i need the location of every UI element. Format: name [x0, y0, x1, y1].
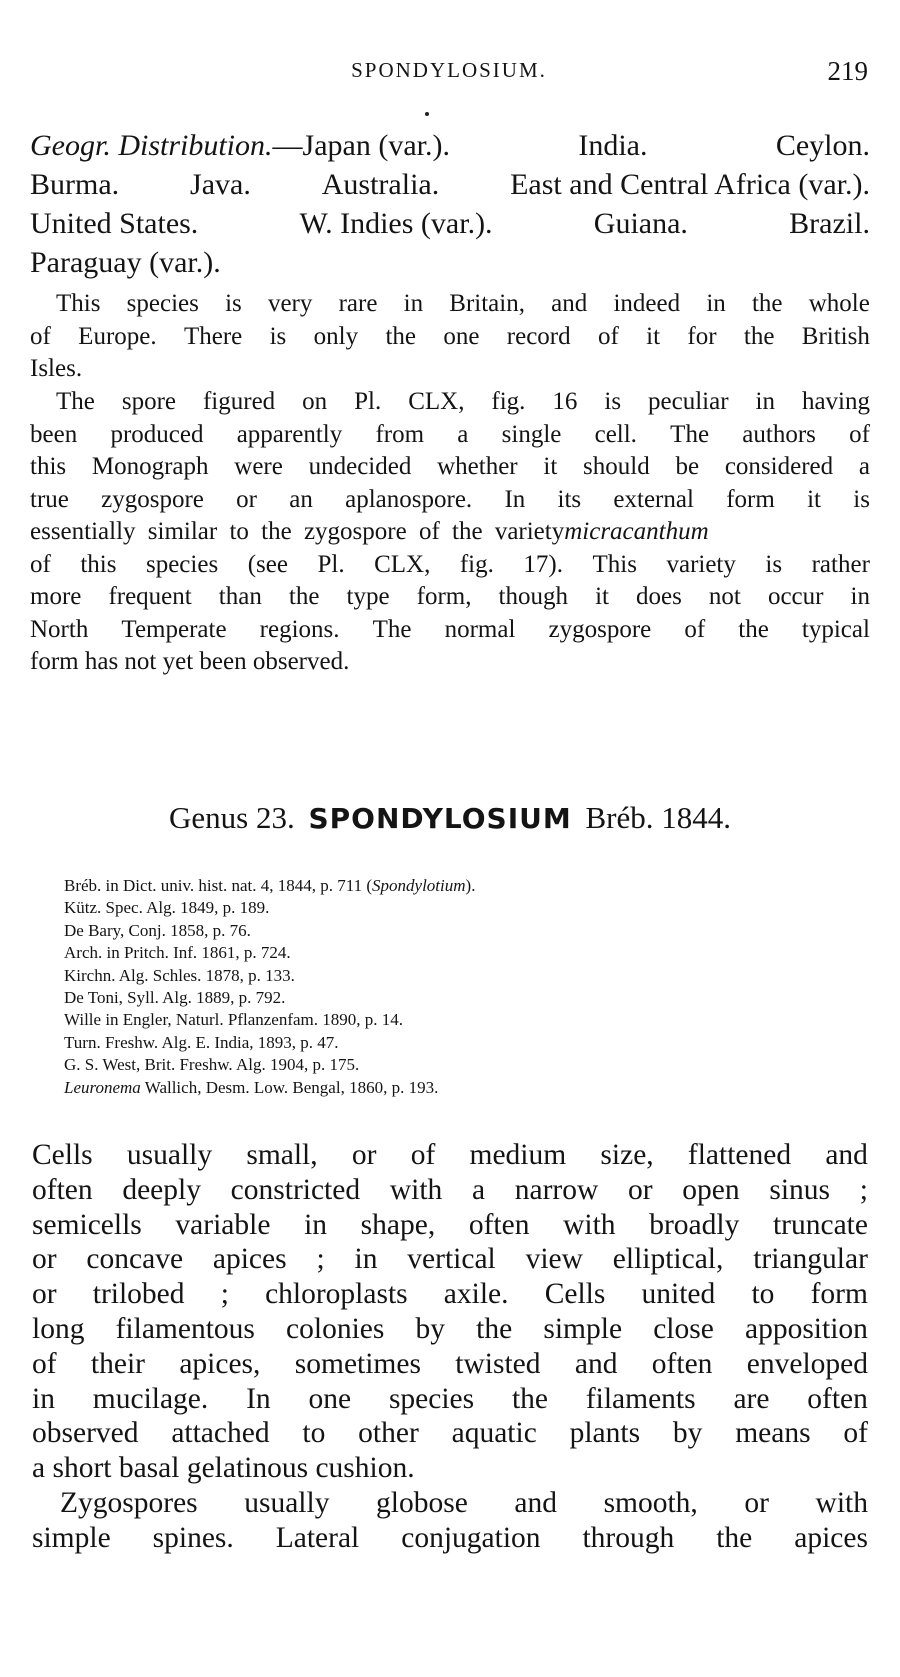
word: often — [651, 1347, 713, 1380]
word: the — [751, 290, 783, 317]
text-line — [32, 1347, 868, 1382]
geogr-segment: Paraguay (var.). — [30, 246, 221, 279]
word: or — [236, 485, 257, 513]
word: it — [646, 322, 661, 350]
geogr-segment: —Japan (var.). — [272, 129, 450, 162]
word: This — [592, 550, 637, 578]
word: sinus — [769, 1173, 831, 1206]
word: be — [675, 453, 700, 480]
word: by — [672, 1417, 703, 1450]
word: constricted — [230, 1173, 361, 1206]
word: often — [807, 1382, 868, 1415]
word: with — [815, 1486, 868, 1519]
reference-item: De Bary, Conj. 1858, p. 76. — [64, 920, 251, 940]
word: frequent — [108, 583, 192, 610]
word: with — [389, 1173, 443, 1206]
word: form — [726, 485, 775, 513]
word: and — [514, 1486, 557, 1519]
word: it — [543, 453, 558, 480]
word: though — [498, 583, 568, 610]
word: filamentous — [115, 1312, 255, 1345]
word: of — [684, 615, 706, 643]
print-speck — [425, 112, 429, 116]
word: considered — [724, 453, 834, 480]
word: occur — [767, 583, 824, 610]
reference-item: G. S. West, Brit. Freshw. Alg. 1904, p. 175. — [64, 1055, 360, 1075]
genus-description — [32, 1138, 868, 1556]
word: of — [30, 550, 51, 578]
word: external — [613, 485, 694, 513]
word: open — [682, 1173, 740, 1206]
word: form — [810, 1278, 868, 1311]
word: with — [563, 1208, 616, 1241]
genus-heading — [0, 800, 900, 836]
word: In — [504, 485, 526, 513]
word: rather — [811, 550, 870, 578]
word: apices — [794, 1521, 868, 1554]
reference-item: Arch. in Pritch. Inf. 1861, p. 724. — [64, 943, 291, 963]
text-line — [32, 1242, 868, 1277]
word: vertical — [407, 1243, 496, 1276]
word: shape, — [360, 1208, 436, 1241]
word: to — [751, 1278, 775, 1311]
word: to — [302, 1417, 326, 1450]
word: attached — [171, 1417, 270, 1450]
text-line — [32, 1521, 868, 1556]
word: British — [801, 322, 870, 350]
text-line — [30, 484, 870, 517]
word: for — [687, 322, 717, 350]
word: spines. — [152, 1521, 234, 1554]
word: record — [506, 322, 571, 350]
word: 16 — [552, 388, 578, 415]
word: or — [744, 1486, 769, 1519]
word: true — [30, 485, 69, 513]
geogr-segment: Burma. — [30, 168, 120, 201]
text-line — [32, 1486, 868, 1521]
word: the — [385, 322, 416, 350]
word: narrow — [514, 1173, 599, 1206]
paragraph-spore — [30, 386, 870, 679]
word: variable — [175, 1208, 271, 1241]
word: twisted — [455, 1347, 541, 1380]
text-line: Isles. — [30, 355, 83, 382]
word: the — [288, 583, 320, 610]
word: globose — [376, 1486, 468, 1519]
word: Pl. — [354, 388, 382, 415]
word: does — [636, 583, 682, 610]
word: it — [807, 485, 821, 513]
geogr-segment: Ceylon. — [775, 129, 870, 162]
word: is — [853, 485, 870, 513]
word: single — [501, 420, 562, 448]
word: whether — [437, 453, 518, 480]
reference-item: De Toni, Syll. Alg. 1889, p. 792. — [64, 988, 286, 1008]
word: produced — [110, 420, 204, 448]
word: apices, — [179, 1347, 261, 1380]
word: zygospore — [101, 485, 204, 513]
geogr-segment: East and Central Africa (var.). — [510, 168, 870, 201]
word: is — [765, 550, 783, 578]
word: apices — [212, 1243, 287, 1276]
word: ; — [220, 1278, 229, 1311]
geogr-line — [30, 126, 870, 165]
word: typical — [801, 615, 870, 643]
text-line — [30, 451, 870, 484]
word: The — [372, 615, 412, 643]
word: than — [218, 583, 262, 610]
word: the — [738, 615, 769, 643]
word: should — [583, 453, 650, 480]
word: 17). — [523, 550, 563, 578]
word: flattened — [687, 1139, 792, 1171]
word: Britain, — [449, 290, 525, 317]
text-line — [30, 516, 870, 549]
reference-item: Kirchn. Alg. Schles. 1878, p. 133. — [64, 965, 295, 985]
reference-item: Kütz. Spec. Alg. 1849, p. 189. — [64, 898, 270, 918]
text-line — [32, 1277, 868, 1312]
geogr-segment: United States. — [30, 207, 199, 240]
word: were — [234, 453, 283, 480]
word: in — [354, 1243, 378, 1276]
word: Monograph — [91, 453, 209, 480]
word: simple — [32, 1521, 111, 1554]
word: often — [32, 1173, 93, 1206]
word: small, — [246, 1139, 318, 1171]
word: simple — [543, 1312, 623, 1345]
word: other — [358, 1417, 419, 1450]
word: fig. — [459, 550, 494, 578]
word: and — [825, 1139, 868, 1171]
word: sometimes — [294, 1347, 421, 1380]
word: one — [443, 322, 480, 350]
word: is — [269, 322, 287, 350]
text-line — [32, 1138, 868, 1173]
word: species — [145, 550, 219, 578]
word: CLX, — [408, 388, 465, 415]
text-line: a short basal gelatinous cushion. — [32, 1452, 415, 1485]
word: on — [302, 388, 328, 415]
word: medium — [469, 1139, 567, 1171]
word: this — [30, 453, 67, 480]
word: of — [849, 420, 870, 448]
geogr-segment: India. — [578, 129, 648, 162]
word: figured — [202, 388, 276, 415]
reference-item: Turn. Freshw. Alg. E. India, 1893, p. 47. — [64, 1032, 339, 1052]
word: ; — [316, 1243, 325, 1276]
word: usually — [244, 1486, 330, 1519]
word: truncate — [772, 1208, 868, 1241]
word: semicells — [32, 1208, 142, 1241]
word: or — [351, 1139, 377, 1171]
word: or — [32, 1243, 57, 1276]
word: aplanospore. — [345, 485, 473, 513]
text-line — [32, 1382, 868, 1417]
word: long — [32, 1312, 85, 1345]
word: species — [388, 1382, 475, 1415]
word: broadly — [649, 1208, 740, 1241]
word: aquatic — [451, 1417, 537, 1450]
word: size, — [600, 1139, 654, 1171]
geogr-segment: Brazil. — [789, 207, 870, 240]
word: axile. — [443, 1278, 509, 1311]
word: a — [471, 1173, 486, 1206]
word: Europe. — [78, 322, 157, 350]
word: in — [304, 1208, 328, 1241]
word: of — [597, 322, 619, 350]
word: rare — [338, 290, 378, 317]
word: and — [551, 290, 588, 317]
text-line — [30, 288, 870, 321]
word: Zygospores — [60, 1486, 198, 1519]
word: in — [850, 583, 870, 610]
word: variety — [666, 550, 736, 578]
word: plants — [569, 1417, 641, 1450]
text-line — [32, 1208, 868, 1243]
word: an — [289, 485, 313, 513]
word: chloroplasts — [265, 1278, 408, 1311]
word: of — [30, 322, 51, 350]
text-line — [30, 321, 870, 354]
reference-item: Wille in Engler, Naturl. Pflanzenfam. 1890, p. 14. — [64, 1010, 404, 1030]
word: of — [843, 1417, 868, 1450]
word: trilobed — [92, 1278, 185, 1311]
word: In — [246, 1382, 271, 1415]
word: very — [267, 290, 313, 317]
geogr-line — [30, 204, 870, 243]
word: The — [56, 388, 95, 415]
word: enveloped — [746, 1347, 868, 1380]
word: from — [375, 420, 425, 448]
geogr-line — [30, 243, 870, 282]
word: in — [32, 1382, 55, 1415]
word: in — [755, 388, 775, 415]
reference-list — [64, 875, 764, 1099]
word: authors — [742, 420, 816, 448]
word: having — [801, 388, 870, 415]
word: united — [641, 1278, 716, 1311]
text-line: form has not yet been observed. — [30, 648, 350, 675]
word: the — [511, 1382, 548, 1415]
text-line — [30, 549, 870, 582]
genus-name: SPONDYLOSIUM — [308, 802, 572, 835]
word: peculiar — [648, 388, 729, 415]
word: Cells — [32, 1139, 93, 1171]
word: mucilage. — [92, 1382, 209, 1415]
geogr-segment: W. Indies (var.). — [299, 207, 493, 240]
running-head — [30, 56, 868, 86]
genus-authority: Bréb. 1844. — [585, 800, 731, 835]
word: colonies — [286, 1312, 385, 1345]
word: is — [225, 290, 242, 317]
word: of — [410, 1139, 436, 1171]
word: (see — [247, 550, 288, 578]
word: conjugation — [401, 1521, 541, 1554]
text-line — [30, 386, 870, 419]
word: Temperate — [121, 615, 227, 643]
geogr-segment: Java. — [190, 168, 251, 201]
word: concave — [86, 1243, 184, 1276]
word: The — [670, 420, 710, 448]
word: fig. — [491, 388, 526, 415]
word: usually — [126, 1139, 213, 1171]
word: not — [708, 583, 741, 610]
word: the — [476, 1312, 513, 1345]
word: There — [183, 322, 243, 350]
word: apposition — [744, 1312, 868, 1345]
word: and — [574, 1347, 618, 1380]
paragraph-rarity — [30, 288, 870, 386]
text-line — [32, 1416, 868, 1451]
variety-name: micracanthum — [564, 518, 709, 545]
word: smooth, — [603, 1486, 698, 1519]
word: is — [604, 388, 622, 415]
word: a — [457, 420, 469, 448]
reference-item: Leuronema Wallich, Desm. Low. Bengal, 1860, p. 193. — [64, 1077, 439, 1097]
word: Lateral — [275, 1521, 360, 1554]
word: it — [595, 583, 609, 610]
word: or — [32, 1278, 57, 1311]
reference-item: Bréb. in Dict. univ. hist. nat. 4, 1844, p. 711 (Spondylotium). — [64, 876, 476, 895]
geogr-line — [30, 165, 870, 204]
text-line — [32, 1312, 868, 1347]
word: triangular — [753, 1243, 868, 1276]
word: whole — [808, 290, 870, 317]
geographic-distribution — [30, 126, 870, 282]
word: a — [858, 453, 870, 480]
word: apparently — [236, 420, 343, 448]
word: regions. — [259, 615, 340, 643]
word: observed — [32, 1417, 139, 1450]
text-line — [30, 614, 870, 647]
word: species — [126, 290, 199, 317]
word: spore — [121, 388, 176, 415]
word: the — [743, 322, 775, 350]
word: more — [30, 583, 82, 610]
word: deeply — [122, 1173, 201, 1206]
text-line-start: essentially similar to the zygospore of the variety — [30, 518, 565, 545]
word: through — [582, 1521, 675, 1554]
word: indeed — [613, 290, 681, 317]
page-number: 219 — [827, 56, 868, 86]
word: North — [30, 615, 89, 643]
word: the — [716, 1521, 753, 1554]
word: only — [313, 322, 359, 350]
word: cell. — [594, 420, 637, 448]
word: This — [56, 290, 101, 317]
word: or — [628, 1173, 653, 1206]
word: by — [415, 1312, 446, 1345]
geogr-segment: Guiana. — [593, 207, 688, 240]
word: view — [525, 1243, 583, 1276]
word: its — [557, 485, 582, 513]
word: ; — [859, 1173, 868, 1206]
word: undecided — [308, 453, 412, 480]
word: form, — [416, 583, 472, 610]
word: Cells — [544, 1278, 606, 1311]
text-line — [32, 1173, 868, 1208]
word: one — [308, 1382, 352, 1415]
word: in — [403, 290, 424, 317]
word: means — [735, 1417, 811, 1450]
geogr-segment: Australia. — [321, 168, 440, 201]
word: are — [733, 1382, 770, 1415]
text-line — [30, 581, 870, 614]
word: type — [346, 583, 390, 610]
running-title: SPONDYLOSIUM. — [351, 58, 547, 82]
word: in — [706, 290, 726, 317]
geogr-label: Geogr. Distribution. — [30, 129, 273, 162]
word: normal — [444, 615, 516, 643]
word: close — [653, 1312, 714, 1345]
word: filaments — [585, 1382, 696, 1415]
text-line — [30, 419, 870, 452]
word: zygospore — [548, 615, 652, 643]
genus-number: Genus 23. — [169, 800, 295, 835]
word: their — [90, 1347, 145, 1380]
word: elliptical, — [612, 1243, 724, 1276]
word: Pl. — [317, 550, 345, 578]
word: often — [468, 1208, 530, 1241]
word: CLX, — [374, 550, 431, 578]
word: this — [80, 550, 117, 578]
word: of — [32, 1347, 57, 1380]
word: been — [30, 420, 78, 448]
